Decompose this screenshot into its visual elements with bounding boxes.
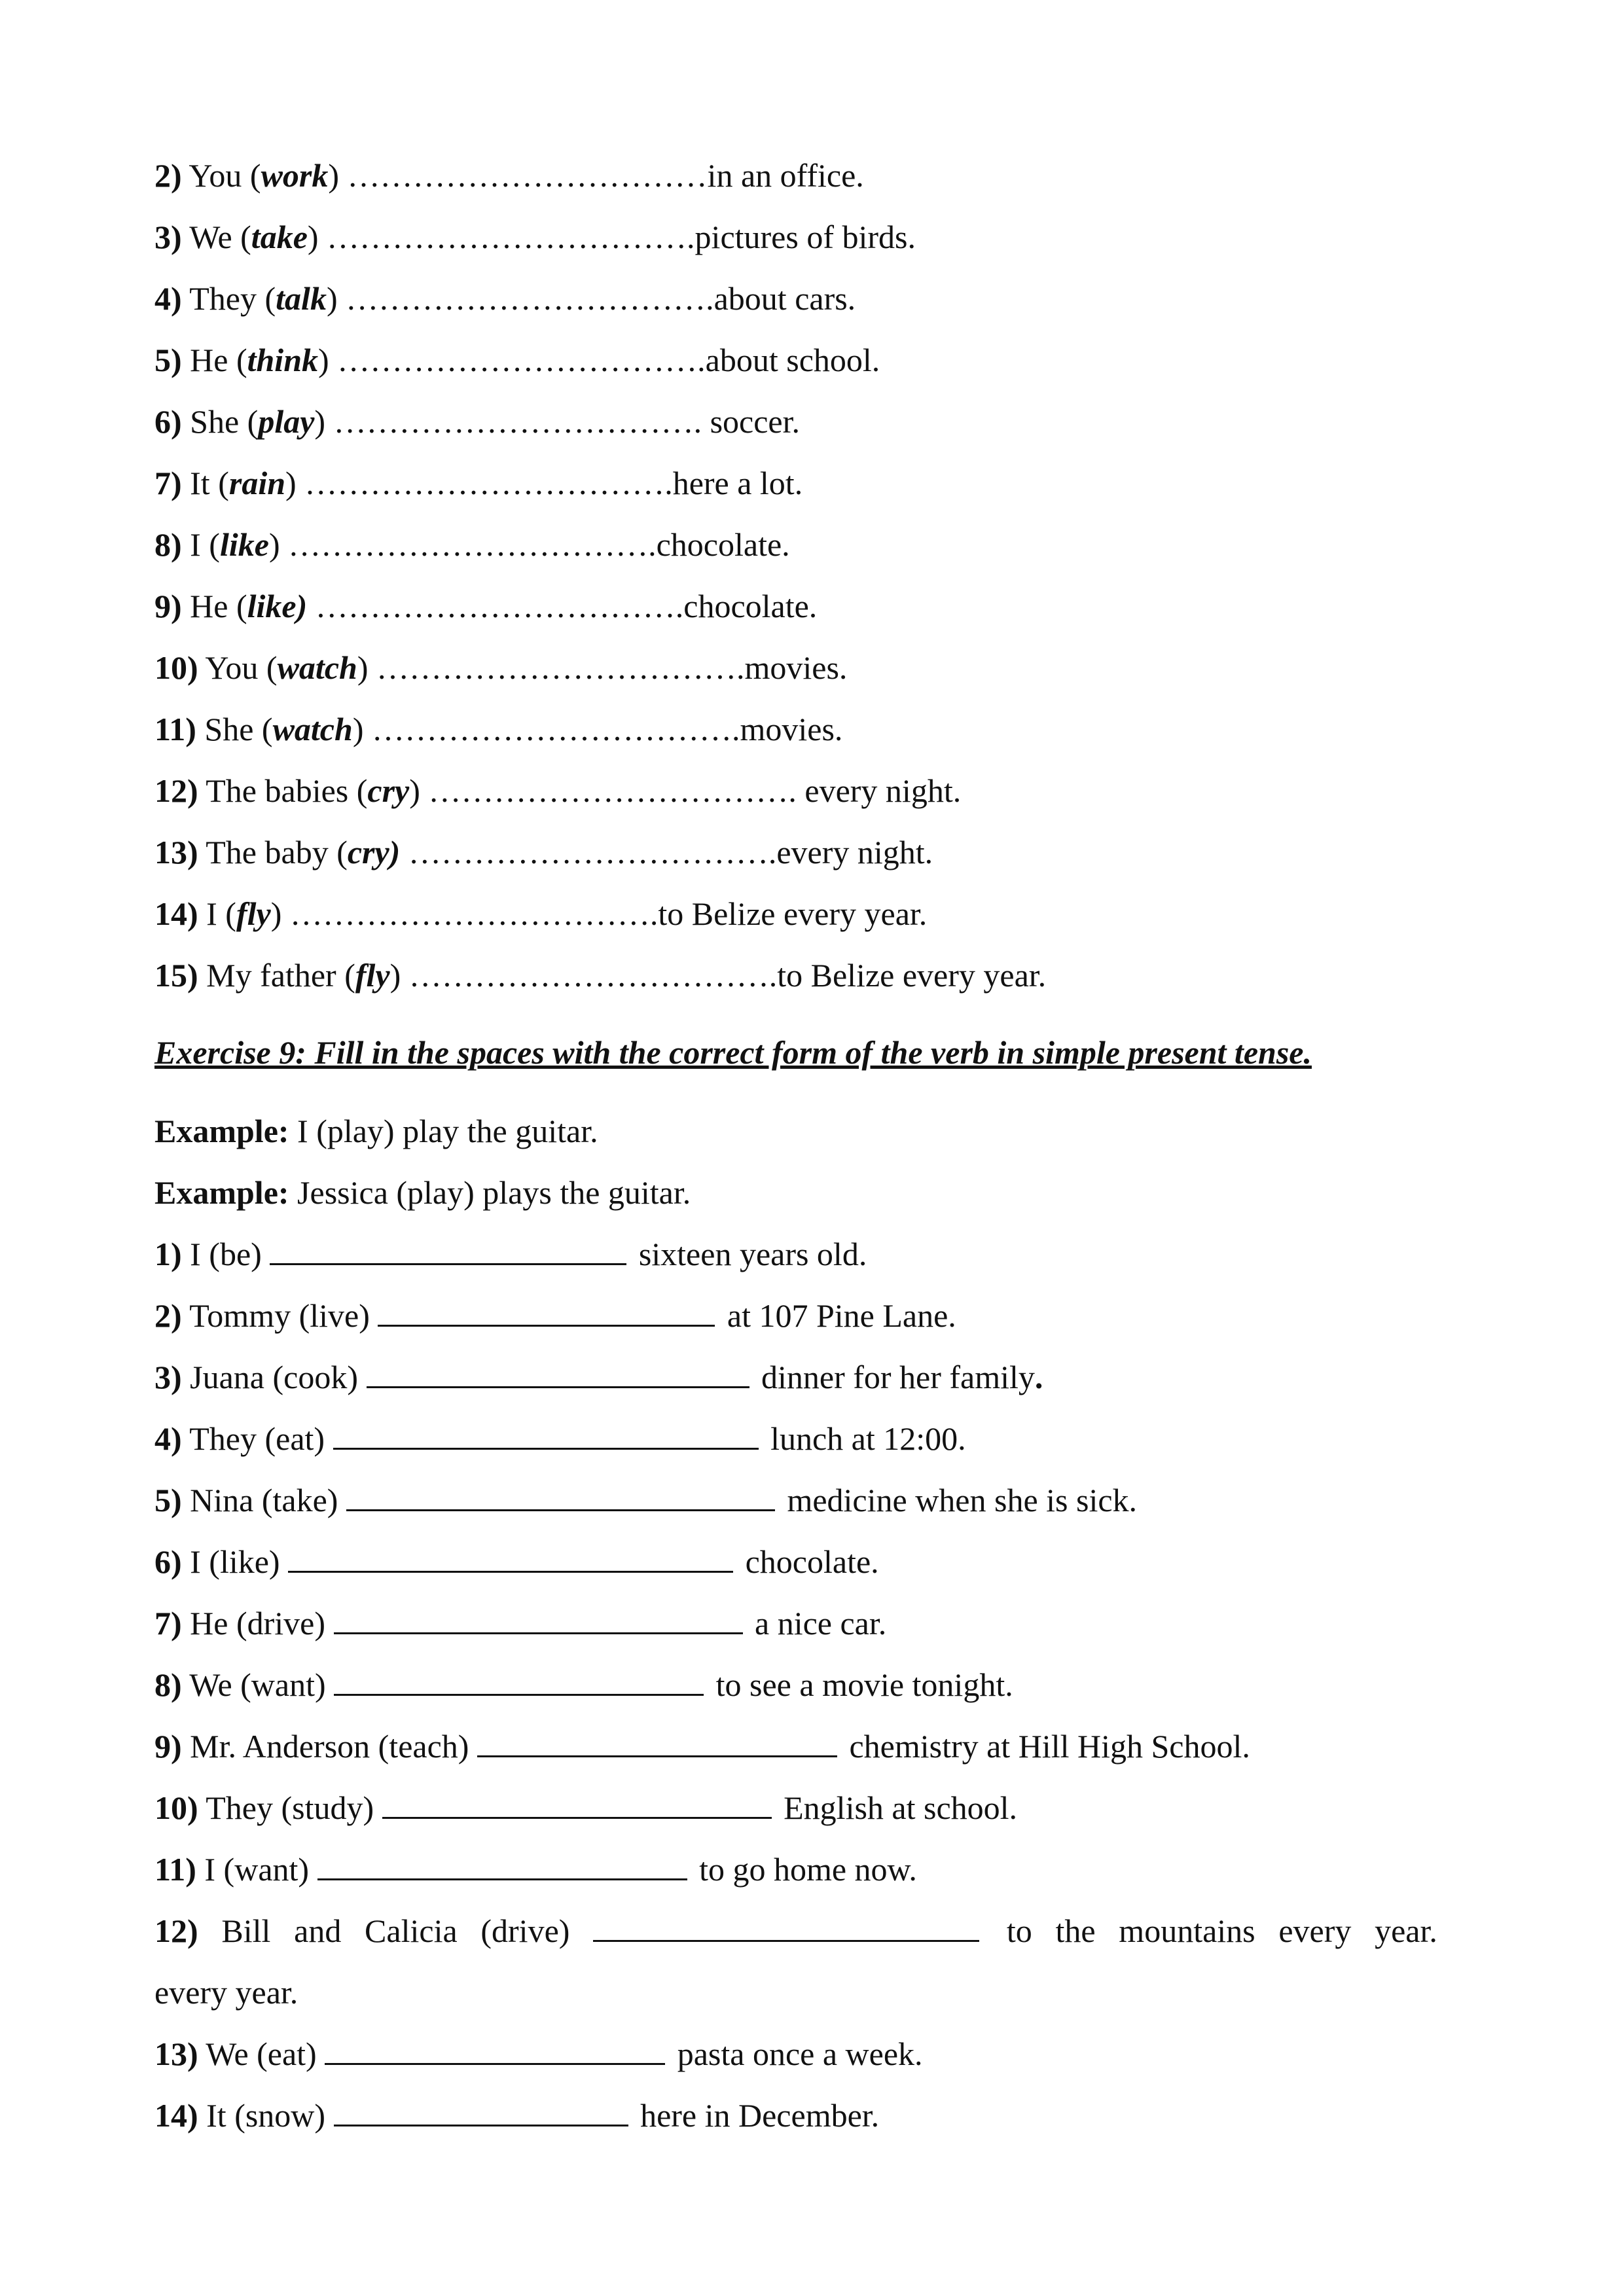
item-verb: fly (355, 957, 390, 994)
example-label: Example: (154, 1113, 289, 1149)
ex8-item (154, 279, 856, 318)
item-number: 4) (154, 280, 182, 317)
ex9-item (154, 1788, 1017, 1827)
item-prompt: We (want) (181, 1666, 334, 1703)
ex9-item (154, 1665, 1013, 1704)
example-line (154, 1173, 691, 1212)
answer-dots[interactable]: ……………………………. (325, 403, 710, 440)
item-number: 8) (154, 526, 182, 563)
answer-dots[interactable]: ……………………………. (280, 526, 657, 563)
item-number: 7) (154, 465, 182, 501)
item-prompt: I (want) (196, 1851, 317, 1888)
item-rest: every night. (804, 772, 962, 809)
item-rest-period: . (1034, 1359, 1043, 1395)
item-number: 4) (154, 1420, 182, 1457)
item-rest: lunch at 12:00. (762, 1420, 966, 1457)
ex8-item (154, 833, 933, 872)
ex9-item (154, 1542, 879, 1581)
item-number: 2) (154, 157, 182, 194)
item-prompt: Juana (cook) (181, 1359, 367, 1395)
item-paren: ) (318, 342, 329, 378)
ex8-item (154, 894, 927, 933)
ex8-item (154, 586, 817, 626)
item-subject: You ( (189, 157, 261, 194)
item-verb: take (251, 219, 308, 255)
ex9-item (154, 1604, 886, 1643)
item-number: 2) (154, 1297, 182, 1334)
item-verb: cry) (347, 834, 401, 870)
item-verb: watch (272, 711, 353, 747)
ex9-item (154, 1296, 956, 1335)
item-prompt: We (eat) (198, 2036, 325, 2072)
example-text: I (play) play the guitar. (289, 1113, 598, 1149)
item-verb: like (219, 526, 269, 563)
item-number: 9) (154, 588, 182, 624)
item-rest: here a lot. (672, 465, 803, 501)
item-subject: The baby ( (206, 834, 348, 870)
item-prompt: I (be) (181, 1236, 270, 1272)
ex8-item (154, 217, 916, 257)
item-rest: to Belize every year. (777, 957, 1047, 994)
ex9-item (154, 1419, 966, 1458)
answer-dots[interactable]: ……………………………. (401, 957, 778, 994)
item-rest: a nice car. (746, 1605, 887, 1641)
item-prompt: Tommy (live) (181, 1297, 378, 1334)
item-paren: ) (326, 280, 338, 317)
answer-blank[interactable] (346, 1480, 775, 1511)
example-text: Jessica (play) plays the guitar. (289, 1174, 691, 1211)
item-number: 3) (154, 1359, 182, 1395)
item-rest: pasta once a week. (669, 2036, 923, 2072)
ex9-item (154, 1234, 867, 1274)
answer-dots[interactable]: ……………………………. (329, 342, 706, 378)
item-number: 6) (154, 1543, 182, 1580)
ex9-item (154, 1850, 917, 1889)
item-word: (drive) (480, 1912, 570, 1949)
item-number: 12) (154, 1912, 198, 1949)
item-number: 7) (154, 1605, 182, 1641)
item-rest: chocolate. (737, 1543, 879, 1580)
item-subject: You ( (205, 649, 278, 686)
item-rest: English at school. (775, 1789, 1018, 1826)
item-number: 13) (154, 2036, 198, 2072)
item-rest: soccer. (710, 403, 800, 440)
item-rest: dinner for her family (753, 1359, 1035, 1395)
item-rest: sixteen years old. (630, 1236, 867, 1272)
item-number: 11) (154, 711, 196, 747)
item-word: and (294, 1912, 342, 1949)
item-verb: like) (247, 588, 308, 624)
answer-dots[interactable]: ……………………………. (400, 834, 777, 870)
item-prompt: He (drive) (181, 1605, 334, 1641)
answer-dots[interactable]: ……………………………. (363, 711, 740, 747)
item-word: the (1055, 1912, 1096, 1949)
answer-blank[interactable] (288, 1542, 733, 1573)
answer-blank[interactable] (317, 1850, 687, 1880)
item-number: 3) (154, 219, 182, 255)
ex8-item (154, 709, 842, 749)
item-number: 14) (154, 2097, 198, 2134)
answer-blank[interactable] (334, 1665, 704, 1696)
ex8-item (154, 402, 800, 441)
item-number: 10) (154, 649, 198, 686)
item-rest: about cars. (713, 280, 856, 317)
answer-dots[interactable]: ……………………………. (337, 280, 714, 317)
item-number: 5) (154, 342, 182, 378)
item-number: 11) (154, 1851, 196, 1888)
answer-blank[interactable] (477, 1727, 837, 1757)
item-rest: movies. (744, 649, 848, 686)
answer-blank[interactable] (325, 2034, 665, 2065)
item-verb: rain (228, 465, 286, 501)
answer-blank[interactable] (334, 1604, 743, 1634)
item-word: mountains (1119, 1912, 1255, 1949)
item-verb: talk (276, 280, 327, 317)
item-rest: at 107 Pine Lane. (719, 1297, 956, 1334)
answer-dots[interactable]: …………………………… (339, 157, 708, 194)
item-word: Calicia (365, 1912, 458, 1949)
item-subject: They ( (189, 280, 276, 317)
ex9-item-12-continuation: every year. (154, 1974, 298, 2011)
ex9-item (154, 2096, 879, 2135)
item-paren: ) (307, 219, 319, 255)
item-subject: My father ( (206, 957, 355, 994)
item-subject: She ( (190, 403, 259, 440)
item-rest: movies. (740, 711, 843, 747)
item-verb: work (261, 157, 329, 194)
item-verb: think (247, 342, 319, 378)
item-rest: pictures of birds. (695, 219, 916, 255)
item-number: 8) (154, 1666, 182, 1703)
ex8-item (154, 340, 880, 380)
answer-blank[interactable] (378, 1296, 715, 1327)
answer-dots[interactable]: ……………………………. (307, 588, 684, 624)
item-subject: We ( (189, 219, 251, 255)
item-subject: He ( (190, 342, 247, 378)
item-subject: I ( (190, 526, 220, 563)
item-word: to (1006, 1912, 1032, 1949)
ex9-item (154, 1727, 1250, 1766)
example-line (154, 1111, 598, 1151)
item-prompt: They (study) (198, 1789, 382, 1826)
item-verb: watch (277, 649, 357, 686)
item-rest: chocolate. (683, 588, 818, 624)
item-number: 12) (154, 772, 198, 809)
ex9-item-12 (154, 1911, 1437, 1950)
ex9-item (154, 2034, 923, 2073)
item-paren: ) (270, 895, 282, 932)
item-number: 10) (154, 1789, 198, 1826)
item-paren: ) (285, 465, 297, 501)
item-prompt: They (eat) (181, 1420, 333, 1457)
item-verb: cry (367, 772, 410, 809)
item-subject: I ( (206, 895, 236, 932)
item-number: 14) (154, 895, 198, 932)
ex8-item (154, 463, 803, 503)
answer-dots[interactable]: ……………………………. (318, 219, 695, 255)
item-paren: ) (268, 526, 280, 563)
item-verb: play (258, 403, 315, 440)
item-number: 15) (154, 957, 198, 994)
item-prompt: It (snow) (198, 2097, 334, 2134)
ex8-item (154, 156, 864, 195)
item-number: 13) (154, 834, 198, 870)
item-rest: to Belize every year. (658, 895, 928, 932)
item-rest: medicine when she is sick. (778, 1482, 1138, 1518)
item-rest: in an office. (707, 157, 864, 194)
item-subject: It ( (190, 465, 229, 501)
item-verb: fly (236, 895, 271, 932)
item-number: 5) (154, 1482, 182, 1518)
answer-dots[interactable]: ……………………………. (368, 649, 745, 686)
item-rest: chocolate. (656, 526, 790, 563)
answer-blank[interactable] (333, 1419, 759, 1450)
ex9-item (154, 1480, 1137, 1520)
item-number: 9) (154, 1728, 182, 1765)
item-word: year. (1375, 1912, 1437, 1949)
item-paren: ) (314, 403, 326, 440)
answer-blank[interactable] (270, 1234, 626, 1265)
item-subject: He ( (190, 588, 247, 624)
item-rest: chemistry at Hill High School. (840, 1728, 1250, 1765)
item-rest: every night. (776, 834, 933, 870)
item-prompt: Nina (take) (181, 1482, 346, 1518)
answer-dots[interactable]: ……………………………. (420, 772, 805, 809)
ex8-item (154, 648, 847, 687)
item-prompt: I (like) (181, 1543, 289, 1580)
ex8-item (154, 525, 790, 564)
item-word: every (1278, 1912, 1352, 1949)
item-subject: The babies ( (206, 772, 368, 809)
item-rest: to see a movie tonight. (708, 1666, 1013, 1703)
answer-blank[interactable] (334, 2096, 628, 2126)
item-prompt: Mr. Anderson (teach) (181, 1728, 477, 1765)
item-paren: ) (389, 957, 401, 994)
ex8-item (154, 771, 961, 810)
answer-blank[interactable] (382, 1788, 772, 1819)
item-word: Bill (221, 1912, 271, 1949)
example-label: Example: (154, 1174, 289, 1211)
item-rest: here in December. (632, 2097, 880, 2134)
item-number: 1) (154, 1236, 182, 1272)
answer-blank[interactable] (593, 1911, 979, 1942)
item-paren: ) (352, 711, 364, 747)
item-subject: She ( (204, 711, 273, 747)
exercise-9-heading: Exercise 9: Fill in the spaces with the correct form of the verb in simple present tense. (154, 1034, 1312, 1071)
answer-dots[interactable]: ……………………………. (281, 895, 659, 932)
ex9-item (154, 1357, 1043, 1397)
item-rest: about school. (705, 342, 880, 378)
answer-dots[interactable]: ……………………………. (296, 465, 673, 501)
ex8-item (154, 956, 1046, 995)
item-number: 6) (154, 403, 182, 440)
item-rest: to go home now. (691, 1851, 917, 1888)
answer-blank[interactable] (367, 1357, 749, 1388)
item-paren: ) (328, 157, 340, 194)
item-paren: ) (409, 772, 420, 809)
item-paren: ) (357, 649, 369, 686)
